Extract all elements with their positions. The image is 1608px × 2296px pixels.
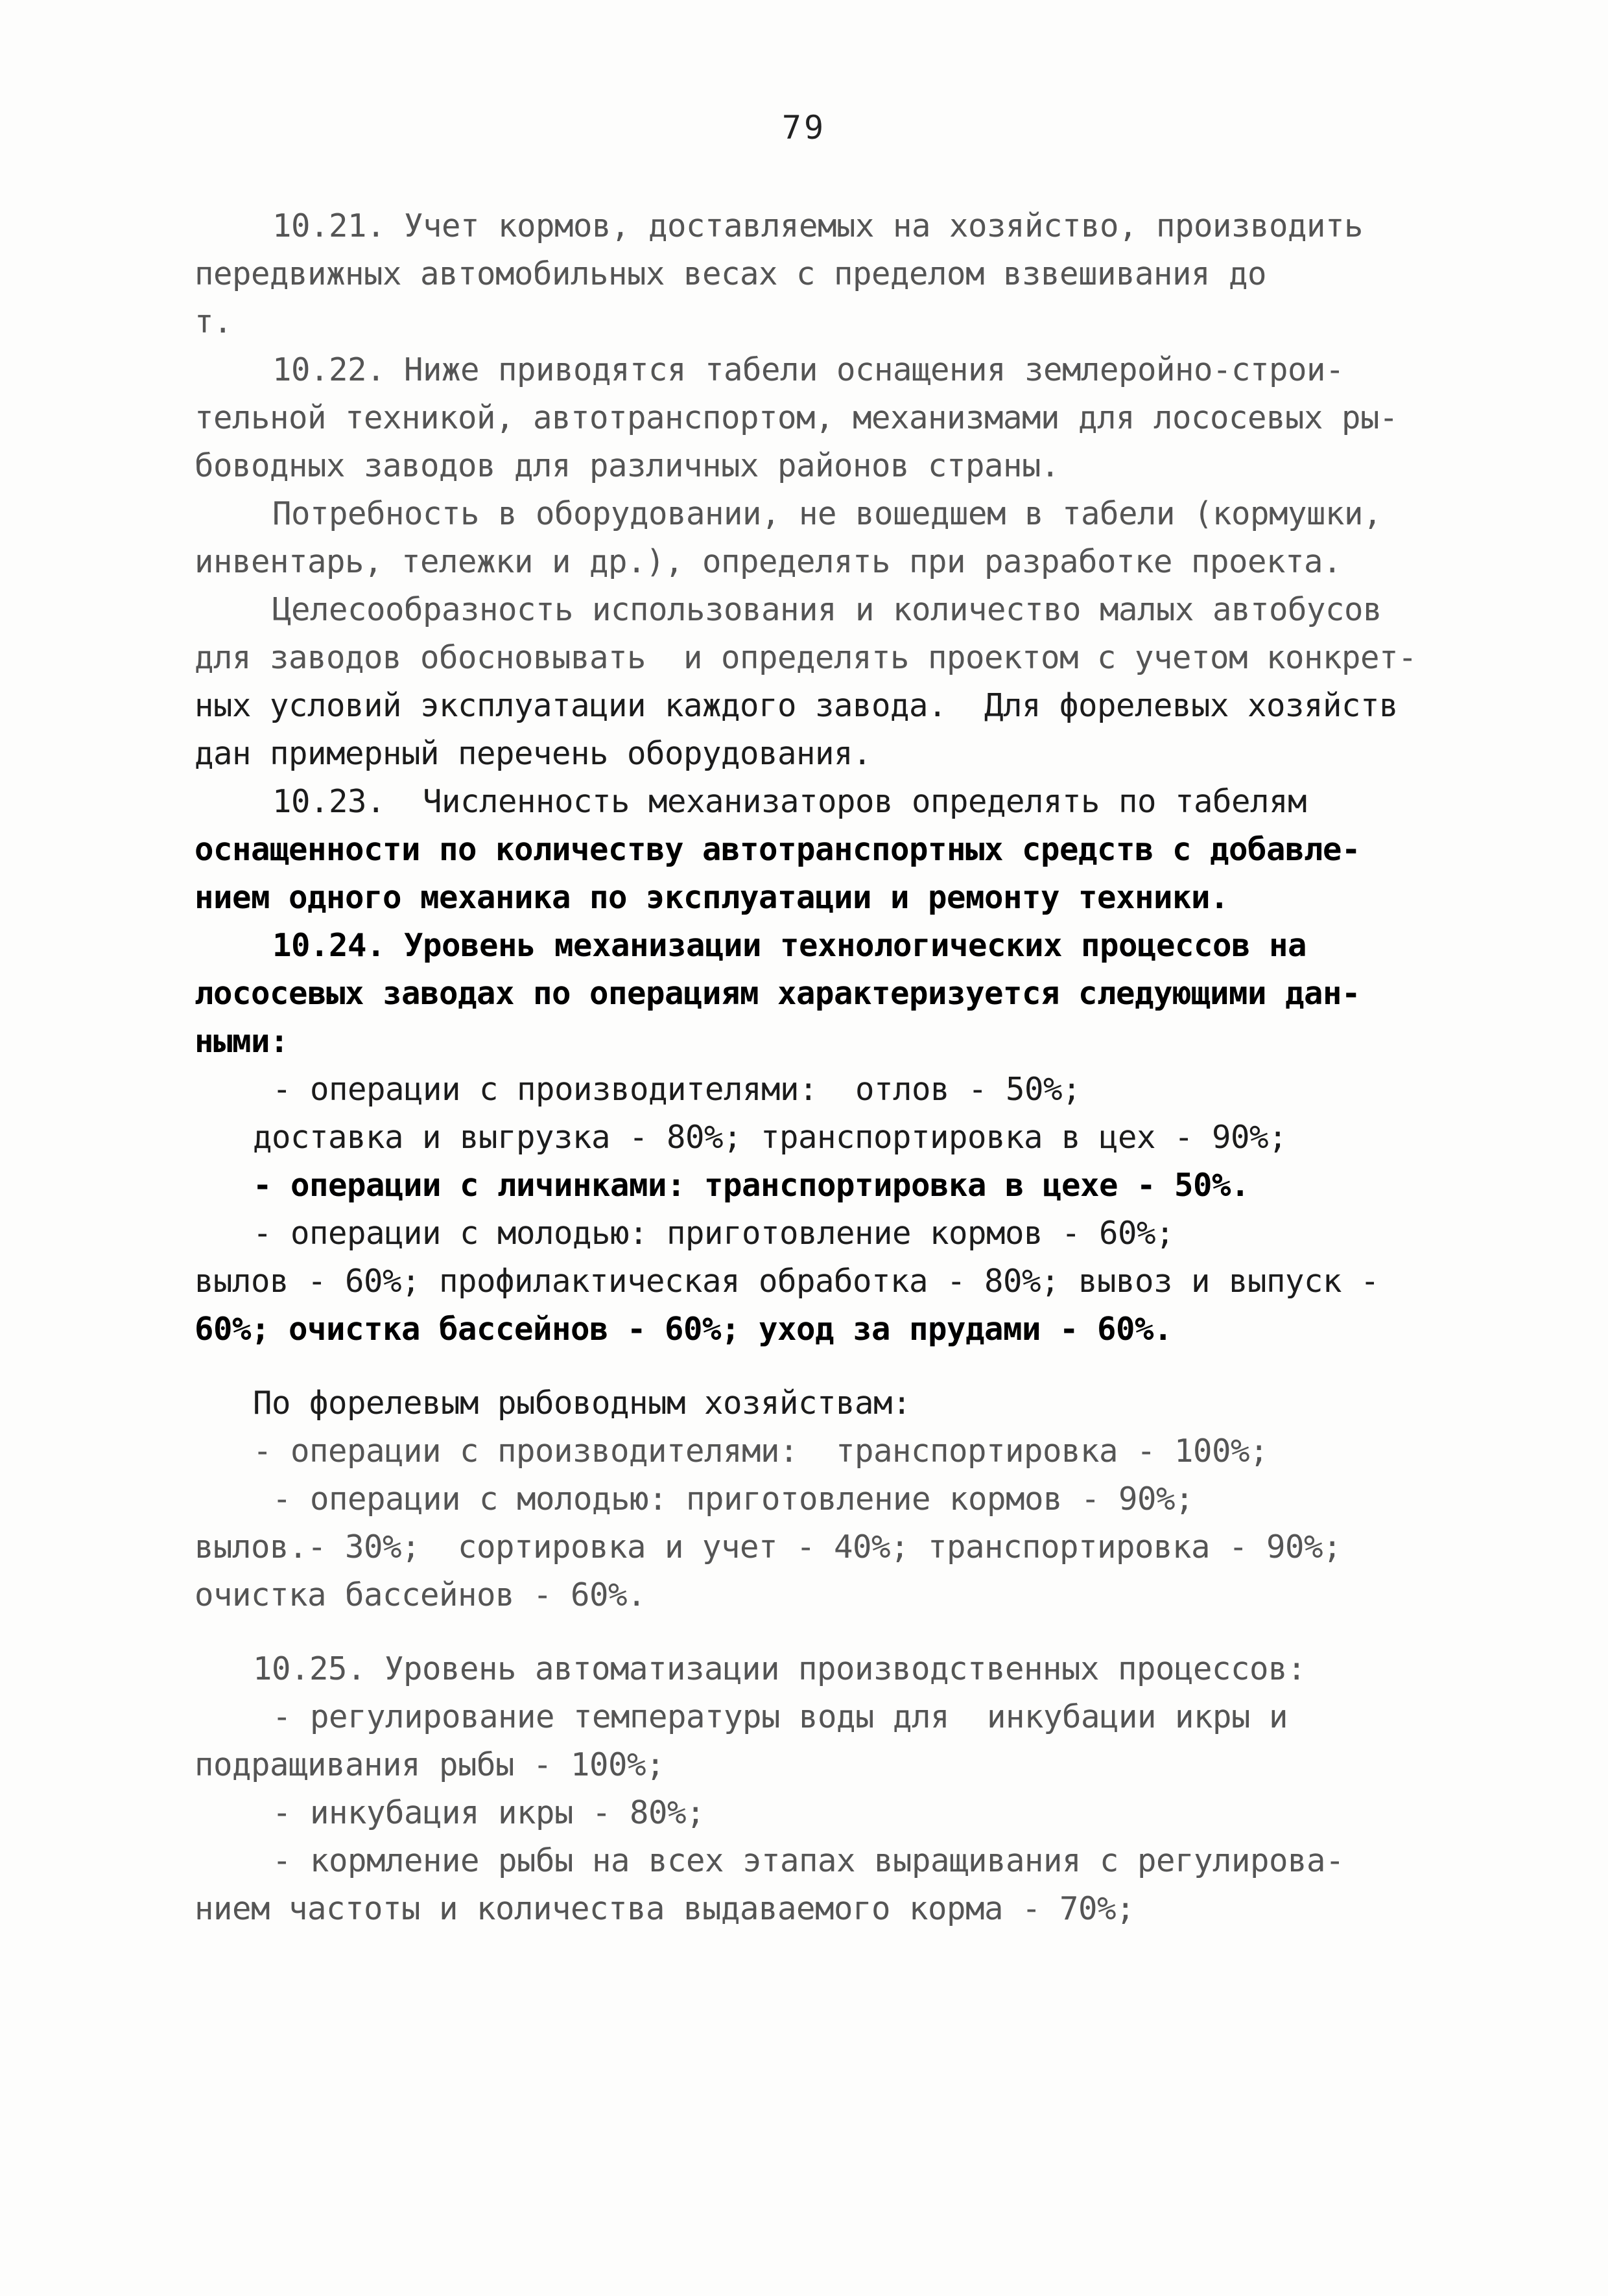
text-line: оснащенности по количеству автотранспортных средств с добавле- <box>195 831 1361 868</box>
text-line: дан примерный перечень оборудования. <box>195 735 872 772</box>
text-line: для заводов обосновывать и определять проектом с учетом конкрет- <box>195 639 1417 676</box>
text-line: - операции с молодью: приготовление кормов - 90%; <box>272 1481 1194 1517</box>
text-line: вылов - 60%; профилактическая обработка - 80%; вывоз и выпуск - <box>195 1263 1380 1300</box>
paragraph-gap <box>195 1353 1478 1379</box>
text-line: боводных заводов для различных районов страны. <box>195 447 1060 484</box>
text-line: подращивания рыбы - 100%; <box>195 1746 665 1783</box>
text-line: инвентарь, тележки и др.), определять при разработке проекта. <box>195 543 1342 580</box>
text-line: - операции с производителями: транспортировка - 100%; <box>253 1433 1269 1470</box>
text-line: лососевых заводах по операциям характеризуется следующими дан- <box>195 975 1361 1012</box>
text-line: т. <box>195 303 233 340</box>
text-line: 10.21. Учет кормов, доставляемых на хозяйство, производить <box>272 207 1364 244</box>
text-line: - операции с молодью: приготовление кормов - 60%; <box>253 1215 1175 1252</box>
text-line: 10.24. Уровень механизации технологических процессов на <box>272 927 1307 964</box>
text-line: - операции с личинками: транспортировка в цехе - 50%. <box>253 1167 1250 1204</box>
text-line: ных условий эксплуатации каждого завода. Для форелевых хозяйств <box>195 687 1399 724</box>
text-line: Целесообразность использования и количество малых автобусов <box>272 591 1382 628</box>
text-line: нием одного механика по эксплуатации и ремонту техники. <box>195 879 1229 916</box>
text-line: - кормление рыбы на всех этапах выращивания с регулирова- <box>272 1842 1345 1879</box>
paragraph-gap <box>195 1619 1478 1645</box>
text-line: вылов.- 30%; сортировка и учет - 40%; транспортировка - 90%; <box>195 1529 1342 1565</box>
text-line: доставка и выгрузка - 80%; транспортировка в цех - 90%; <box>253 1119 1288 1156</box>
text-line: нием частоты и количества выдаваемого корма - 70%; <box>195 1890 1135 1927</box>
text-line: ными: <box>195 1023 289 1060</box>
text-line: - инкубация икры - 80%; <box>272 1794 705 1831</box>
text-line: По форелевым рыбоводным хозяйствам: <box>253 1385 912 1422</box>
text-line: 10.23. Численность механизаторов определять по табелям <box>272 783 1307 820</box>
document-body <box>195 202 1478 1933</box>
page-number: 79 <box>781 109 827 146</box>
text-line: - операции с производителями: отлов - 50%; <box>272 1071 1082 1108</box>
text-line: передвижных автомобильных весах с пределом взвешивания до <box>195 255 1267 292</box>
text-line: 10.25. Уровень автоматизации производственных процессов: <box>253 1650 1306 1687</box>
text-line: - регулирование температуры воды для инкубации икры и <box>272 1698 1288 1735</box>
text-line: 60%; очистка бассейнов - 60%; уход за прудами - 60%. <box>195 1311 1173 1348</box>
text-line: тельной техникой, автотранспортом, механизмами для лососевых ры- <box>195 399 1399 436</box>
text-line: Потребность в оборудовании, не вошедшем в табели (кормушки, <box>272 495 1382 532</box>
text-line: 10.22. Ниже приводятся табели оснащения землеройно-строи- <box>272 351 1345 388</box>
text-line: очистка бассейнов - 60%. <box>195 1576 646 1613</box>
